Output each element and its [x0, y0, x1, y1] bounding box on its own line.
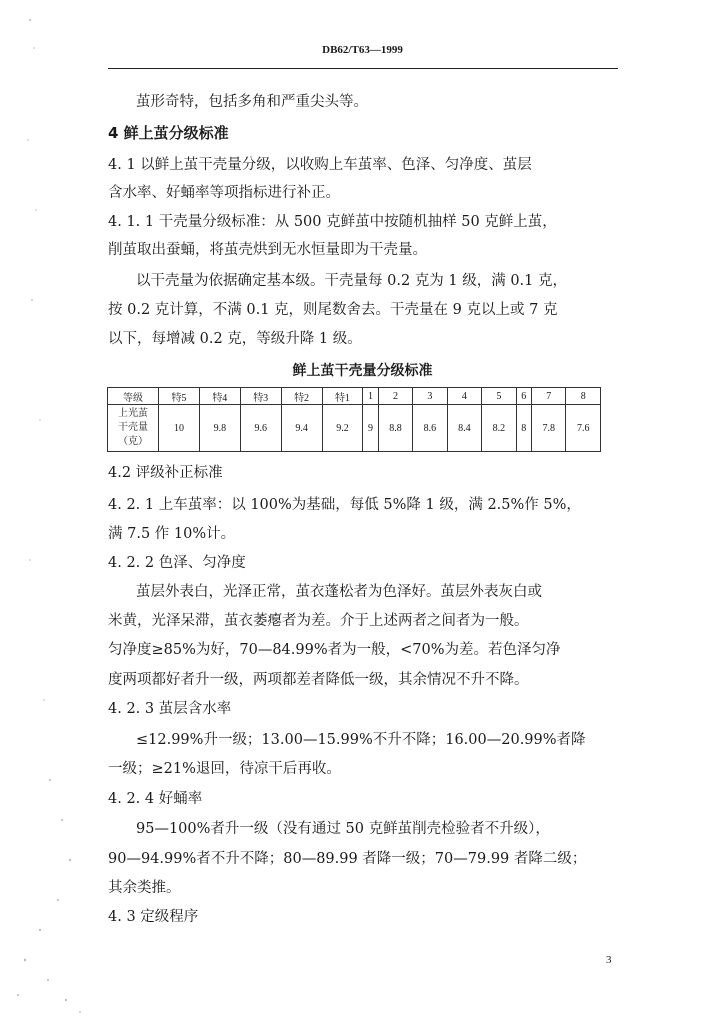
grade-cell: 2 [378, 388, 412, 405]
header-rule [108, 68, 618, 69]
body-line: 削茧取出蚕蛹，将茧壳烘到无水恒量即为干壳量。 [108, 242, 427, 258]
grade-cell: 特5 [159, 388, 200, 405]
value-cell: 10 [159, 405, 200, 452]
body-line: 米黄，光泽呆滞，茧衣萎瘪者为差。介于上述两者之间者为一般。 [108, 613, 529, 629]
grade-cell: 特3 [240, 388, 281, 405]
scan-noise-margin [0, 0, 90, 1024]
body-line: 以下，每增减 0.2 克，等级升降 1 级。 [108, 331, 362, 347]
body-line: 茧层外表白，光泽正常，茧衣蓬松者为色泽好。茧层外表灰白或 [136, 584, 542, 600]
row-label-line: （克） [118, 436, 148, 447]
grade-cell: 3 [413, 388, 447, 405]
subsection-heading: 4. 2. 2 色泽、匀净度 [108, 555, 246, 571]
body-line: 以干壳量为依据确定基本级。干壳量每 0.2 克为 1 级，满 0.1 克， [136, 273, 567, 289]
grade-cell: 8 [566, 388, 601, 405]
body-line: 一级；≥21%退回，待凉干后再收。 [108, 761, 341, 777]
grade-cell: 特4 [199, 388, 240, 405]
value-cell: 9.4 [281, 405, 322, 452]
grade-cell: 7 [531, 388, 565, 405]
value-cell: 9 [363, 405, 378, 452]
table-row [108, 388, 601, 405]
body-line: 满 7.5 作 10%计。 [108, 526, 236, 542]
value-cell: 7.6 [566, 405, 601, 452]
section-heading: 4 鲜上茧分级标准 [108, 124, 229, 142]
body-line: 含水率、好蛹率等项指标进行补正。 [108, 185, 340, 201]
value-cell: 9.8 [199, 405, 240, 452]
body-line: 4. 2. 1 上车茧率：以 100%为基础，每低 5%降 1 级，满 2.5%作 5%， [108, 497, 581, 513]
body-line: 其余类推。 [108, 880, 181, 896]
body-line: ≤12.99%升一级；13.00—15.99%不升不降；16.00—20.99%者降 [136, 732, 586, 748]
row-label-line: 上光茧 [118, 408, 148, 419]
subsection-heading: 4. 2. 3 茧层含水率 [108, 701, 232, 717]
body-line: 按 0.2 克计算，不满 0.1 克，则尾数舍去。干壳量在 9 克以上或 7 克 [108, 302, 558, 318]
grade-cell: 特1 [322, 388, 363, 405]
grade-cell: 特2 [281, 388, 322, 405]
row-label-cell [108, 405, 159, 452]
body-line: 度两项都好者升一级，两项都差者降低一级，其余情况不升不降。 [108, 672, 529, 688]
grade-cell: 5 [482, 388, 516, 405]
body-line: 匀净度≥85%为好，70—84.99%者为一般，<70%为差。若色泽匀净 [108, 642, 561, 658]
subsection-heading: 4. 3 定级程序 [108, 909, 199, 925]
table-row [108, 405, 601, 452]
value-cell: 8.8 [378, 405, 412, 452]
body-line: 4. 1 以鲜上茧干壳量分级，以收购上车茧率、色泽、匀净度、茧层 [108, 157, 532, 173]
subsection-heading: 4. 2. 4 好蛹率 [108, 791, 203, 807]
page-number: 3 [606, 954, 612, 966]
value-cell: 7.8 [531, 405, 565, 452]
value-cell: 8 [516, 405, 531, 452]
body-line: 4. 1. 1 干壳量分级标准：从 500 克鲜茧中按随机抽样 50 克鲜上茧， [108, 214, 557, 230]
grade-cell: 1 [363, 388, 378, 405]
value-cell: 8.4 [447, 405, 481, 452]
body-line: 95—100%者升一级（没有通过 50 克鲜茧削壳检验者不升级）， [136, 821, 550, 837]
value-cell: 9.2 [322, 405, 363, 452]
row-label-line: 干壳量 [118, 422, 148, 433]
document-header-code: DB62/T63—1999 [322, 44, 403, 56]
value-cell: 8.2 [482, 405, 516, 452]
subsection-heading: 4.2 评级补正标准 [108, 465, 223, 481]
body-line: 90—94.99%者不升不降；80—89.99 者降一级；70—79.99 者降二级； [108, 851, 587, 867]
grade-cell: 6 [516, 388, 531, 405]
table-title: 鲜上茧干壳量分级标准 [292, 363, 433, 379]
table-header-cell: 等级 [108, 388, 159, 405]
grade-table [107, 387, 601, 452]
body-line: 茧形奇特，包括多角和严重尖头等。 [136, 94, 368, 110]
value-cell: 8.6 [413, 405, 447, 452]
value-cell: 9.6 [240, 405, 281, 452]
grade-cell: 4 [447, 388, 481, 405]
